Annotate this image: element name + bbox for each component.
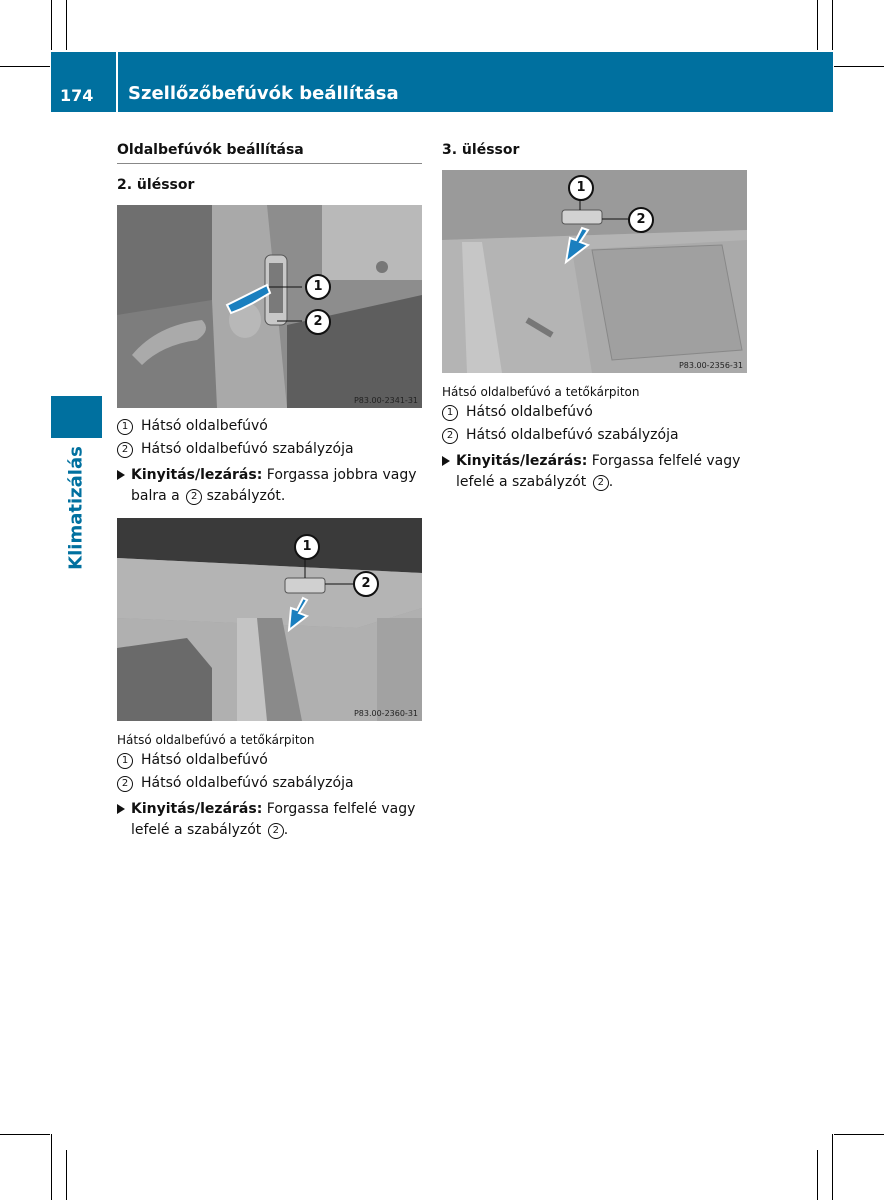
sub-heading: 2. üléssor (117, 177, 195, 193)
crop-mark (66, 1150, 67, 1200)
legend-item: 1 Hátsó oldalbefúvó (117, 752, 268, 769)
section-heading: Oldalbefúvók beállítása (117, 142, 304, 158)
legend-item: 1 Hátsó oldalbefúvó (117, 418, 268, 435)
crop-mark (66, 0, 67, 50)
instruction-bullet: Kinyitás/lezárás: Forgassa jobbra vagy balra a 2 szabályzót. (117, 465, 422, 507)
callout-2: 2 (353, 571, 379, 597)
crop-mark (0, 1134, 50, 1135)
bullet-triangle-icon (117, 470, 125, 480)
crop-mark (817, 0, 818, 50)
callout-1: 1 (294, 534, 320, 560)
figure-side-vent-row2 (117, 205, 422, 408)
instruction-bullet: Kinyitás/lezárás: Forgassa felfelé vagy lefelé a szabályzót 2 . (442, 451, 747, 493)
bullet-triangle-icon (117, 804, 125, 814)
instruction-bullet: Kinyitás/lezárás: Forgassa felfelé vagy lefelé a szabályzót 2 . (117, 799, 422, 841)
legend-item: 1 Hátsó oldalbefúvó (442, 404, 593, 421)
callout-2: 2 (628, 207, 654, 233)
figure-roof-vent-row3 (442, 170, 747, 373)
side-tab-label: Klimatizálás (65, 446, 87, 570)
page-title: Szellőzőbefúvók beállítása (128, 83, 399, 104)
figure-caption: Hátsó oldalbefúvó a tetőkárpiton (117, 733, 315, 747)
figure-code: P83.00-2341-31 (353, 396, 418, 405)
header-divider (116, 52, 118, 112)
crop-mark (51, 1134, 52, 1200)
figure-caption: Hátsó oldalbefúvó a tetőkárpiton (442, 385, 640, 399)
crop-mark (51, 0, 52, 50)
legend-item: 2 Hátsó oldalbefúvó szabályzója (117, 775, 354, 792)
side-tab (51, 396, 102, 438)
legend-item: 2 Hátsó oldalbefúvó szabályzója (117, 441, 354, 458)
crop-mark (832, 0, 833, 50)
figure-roof-vent-row2 (117, 518, 422, 721)
crop-mark (817, 1150, 818, 1200)
section-rule (117, 163, 422, 164)
page-number: 174 (60, 86, 94, 105)
crop-mark (834, 66, 884, 67)
bullet-triangle-icon (442, 456, 450, 466)
crop-mark (832, 1134, 833, 1200)
figure-code: P83.00-2356-31 (678, 361, 743, 370)
crop-mark (0, 66, 50, 67)
figure-code: P83.00-2360-31 (353, 709, 418, 718)
callout-1: 1 (568, 175, 594, 201)
legend-item: 2 Hátsó oldalbefúvó szabályzója (442, 427, 679, 444)
callout-1: 1 (305, 274, 331, 300)
callout-2: 2 (305, 309, 331, 335)
sub-heading: 3. üléssor (442, 142, 520, 158)
crop-mark (834, 1134, 884, 1135)
